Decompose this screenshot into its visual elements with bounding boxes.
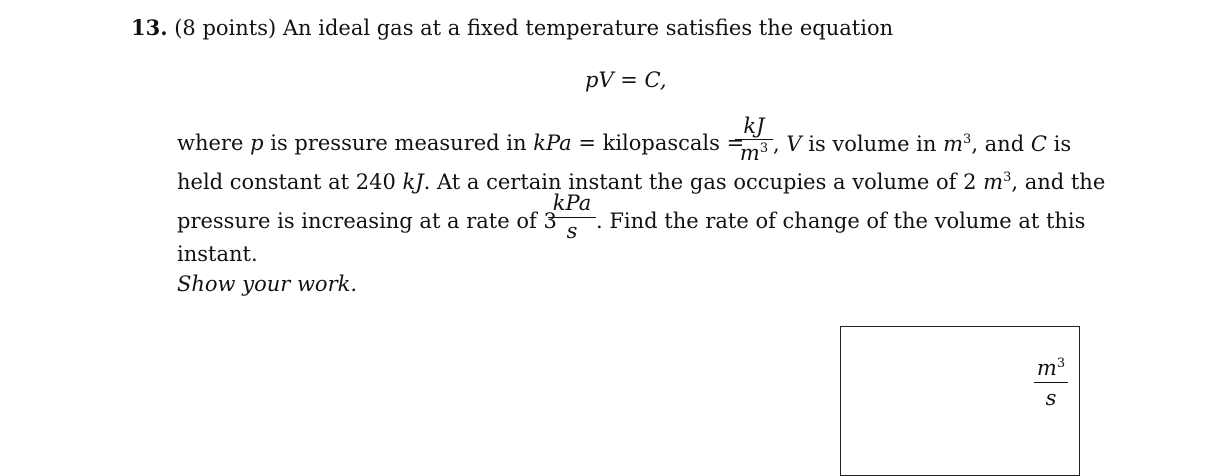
line2-and-the: , and the xyxy=(1011,170,1106,194)
fraction-numerator: kJ xyxy=(743,114,765,138)
answer-unit-numerator: m xyxy=(1036,356,1057,380)
line3-rate-text: pressure is increasing at a rate of 3 xyxy=(177,209,557,233)
instruction-show-work: Show your work. xyxy=(177,272,358,296)
answer-unit-fraction xyxy=(1034,357,1068,409)
line1-is: is xyxy=(1053,132,1072,156)
fraction-kpa-denominator: s xyxy=(548,217,596,242)
answer-unit-denominator: s xyxy=(1034,382,1068,409)
problem-header xyxy=(131,17,893,39)
unit-m-line2: m xyxy=(983,170,1004,194)
line1-kilopascals: = kilopascals = xyxy=(578,131,745,155)
answer-unit-exponent: 3 xyxy=(1056,356,1066,371)
text-line-4: instant. xyxy=(177,242,258,266)
symbol-c: C xyxy=(1030,132,1047,156)
unit-m-line2-exponent: 3 xyxy=(1003,170,1012,185)
answer-box[interactable] xyxy=(840,326,1080,476)
fraction-kpa-numerator: kPa xyxy=(552,191,592,215)
line2-volume-text: . At a certain instant the gas occupies a volume of 2 xyxy=(423,170,977,194)
fraction-kpa-per-s xyxy=(548,193,596,242)
line2-held-constant: held constant at 240 xyxy=(177,170,396,194)
text-line-2 xyxy=(177,171,1105,193)
fraction-denominator-exponent: 3 xyxy=(759,141,769,156)
unit-kpa: kPa xyxy=(533,131,572,155)
line3-find-text: . Find the rate of change of the volume at this xyxy=(596,209,1086,233)
problem-header-text: (8 points) An ideal gas at a fixed temperature satisfies the equation xyxy=(174,16,894,40)
unit-m: m xyxy=(943,132,964,156)
line1-comma: , xyxy=(773,132,780,156)
text-line-1 xyxy=(177,133,744,154)
unit-m-exponent: 3 xyxy=(963,132,972,147)
line1-and: , and xyxy=(971,132,1025,156)
problem-number: 13. xyxy=(131,15,168,40)
text-line-3 xyxy=(177,211,557,232)
unit-kj: kJ xyxy=(402,170,424,194)
displayed-equation: pV = C, xyxy=(585,68,667,92)
text-line-3-continued xyxy=(596,211,1085,232)
fraction-kj-per-m3 xyxy=(735,116,773,164)
text-line-1-continued xyxy=(773,133,1071,155)
symbol-v: V xyxy=(786,132,802,156)
fraction-denominator: m xyxy=(739,141,760,165)
line1-where: where xyxy=(177,131,244,155)
symbol-p: p xyxy=(250,131,264,155)
line1-volume-text: is volume in xyxy=(808,132,937,156)
line1-pressure-text: is pressure measured in xyxy=(270,131,527,155)
